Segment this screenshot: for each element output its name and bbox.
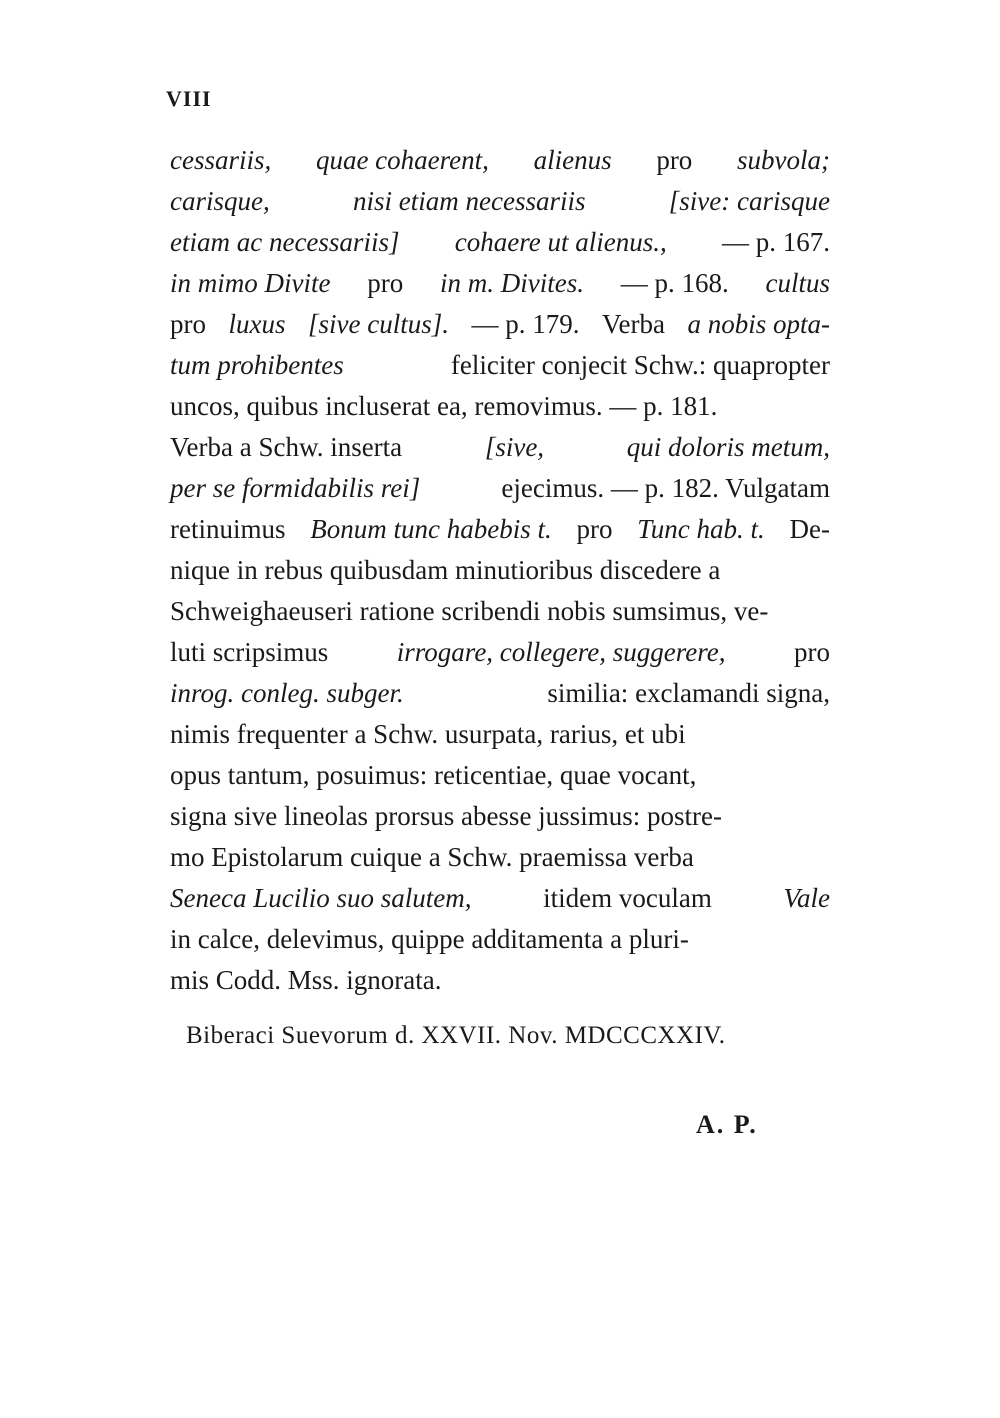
page-number: VIII bbox=[166, 86, 212, 111]
text-line-18 bbox=[170, 837, 830, 878]
text-line-1 bbox=[170, 140, 830, 181]
word-pro: pro bbox=[170, 309, 206, 339]
phrase-a-nobis-opta: a nobis opta- bbox=[687, 309, 830, 339]
phrase-itidem-voculam: itidem voculam bbox=[543, 883, 712, 913]
page-ref-179: — p. 179. bbox=[471, 309, 580, 339]
phrase-feliciter: feliciter conjecit Schw.: quapropter bbox=[450, 350, 830, 380]
phrase-irrogare: irrogare, collegere, suggerere, bbox=[396, 637, 726, 667]
word-de: De- bbox=[789, 514, 830, 544]
word-pro: pro bbox=[367, 268, 404, 298]
word-subvola: subvola; bbox=[737, 145, 830, 175]
phrase-sive-carisque: [sive: carisque bbox=[668, 186, 830, 216]
line-7-text: uncos, quibus incluserat ea, removimus. — p. 181. bbox=[170, 391, 718, 421]
text-line-11 bbox=[170, 550, 830, 591]
phrase-similia: similia: exclamandi signa, bbox=[547, 678, 830, 708]
phrase-qui-doloris: qui doloris metum, bbox=[626, 432, 830, 462]
text-line-7 bbox=[170, 386, 830, 427]
word-vale: Vale bbox=[783, 883, 830, 913]
phrase-nisi-etiam: nisi etiam necessariis bbox=[353, 186, 586, 216]
text-line-13 bbox=[170, 632, 830, 673]
word-luxus: luxus bbox=[228, 309, 286, 339]
word-carisque: carisque, bbox=[170, 186, 270, 216]
page-ref-167: — p. 167. bbox=[721, 227, 830, 257]
line-11-text: nique in rebus quibusdam minutioribus discedere a bbox=[170, 555, 721, 585]
text-line-10 bbox=[170, 509, 830, 550]
preface-body-text bbox=[170, 140, 830, 1001]
phrase-cohaere: cohaere ut alienus., bbox=[454, 227, 667, 257]
phrase-inrog: inrog. conleg. subger. bbox=[170, 678, 404, 708]
text-line-2 bbox=[170, 181, 830, 222]
word-pro: pro bbox=[794, 637, 830, 667]
phrase-ejecimus: ejecimus. — p. 182. Vulgatam bbox=[501, 473, 830, 503]
author-initials: A. P. bbox=[696, 1110, 758, 1139]
text-line-12 bbox=[170, 591, 830, 632]
word-pro: pro bbox=[656, 145, 693, 175]
phrase-in-mimo-divite: in mimo Divite bbox=[170, 268, 331, 298]
text-line-6 bbox=[170, 345, 830, 386]
line-15-text: nimis frequenter a Schw. usurpata, rarius, et ubi bbox=[170, 719, 686, 749]
text-line-9 bbox=[170, 468, 830, 509]
word-alienus: alienus bbox=[533, 145, 612, 175]
phrase-luti-scripsimus: luti scripsimus bbox=[170, 637, 329, 667]
text-line-8 bbox=[170, 427, 830, 468]
text-line-21 bbox=[170, 960, 830, 1001]
line-16-text: opus tantum, posuimus: reticentiae, quae vocant, bbox=[170, 760, 697, 790]
line-20-text: in calce, delevimus, quippe additamenta a pluri- bbox=[170, 924, 689, 954]
text-line-16 bbox=[170, 755, 830, 796]
text-line-3 bbox=[170, 222, 830, 263]
phrase-quae-cohaerent: quae cohaerent, bbox=[315, 145, 489, 175]
page-ref-168: — p. 168. bbox=[620, 268, 729, 298]
phrase-sive: [sive, bbox=[484, 432, 545, 462]
text-line-17 bbox=[170, 796, 830, 837]
phrase-seneca-lucilio: Seneca Lucilio suo salutem, bbox=[170, 883, 472, 913]
line-12-text: Schweighaeuseri ratione scribendi nobis sumsimus, ve- bbox=[170, 596, 769, 626]
text-line-19 bbox=[170, 878, 830, 919]
line-21-text: mis Codd. Mss. ignorata. bbox=[170, 965, 442, 995]
phrase-tunc-hab: Tunc hab. t. bbox=[637, 514, 765, 544]
phrase-sive-cultus: [sive cultus]. bbox=[308, 309, 449, 339]
text-line-14 bbox=[170, 673, 830, 714]
word-cessariis: cessariis, bbox=[170, 145, 272, 175]
word-verba: Verba bbox=[602, 309, 665, 339]
phrase-in-m-divites: in m. Divites. bbox=[439, 268, 584, 298]
word-cultus: cultus bbox=[765, 268, 830, 298]
line-18-text: mo Epistolarum cuique a Schw. praemissa verba bbox=[170, 842, 694, 872]
phrase-etiam-ac: etiam ac necessariis] bbox=[170, 227, 400, 257]
text-line-4 bbox=[170, 263, 830, 304]
text-line-15 bbox=[170, 714, 830, 755]
word-retinuimus: retinuimus bbox=[170, 514, 286, 544]
line-17-text: signa sive lineolas prorsus abesse jussimus: postre- bbox=[170, 801, 722, 831]
phrase-verba-a-schw: Verba a Schw. inserta bbox=[170, 432, 403, 462]
colophon-place-date: Biberaci Suevorum d. XXVII. Nov. MDCCCXXIV. bbox=[186, 1022, 726, 1049]
word-pro: pro bbox=[576, 514, 613, 544]
phrase-bonum-tunc: Bonum tunc habebis t. bbox=[310, 514, 552, 544]
text-line-20 bbox=[170, 919, 830, 960]
phrase-per-se: per se formidabilis rei] bbox=[170, 473, 421, 503]
text-line-5 bbox=[170, 304, 830, 345]
phrase-tum-prohibentes: tum prohibentes bbox=[170, 350, 344, 380]
